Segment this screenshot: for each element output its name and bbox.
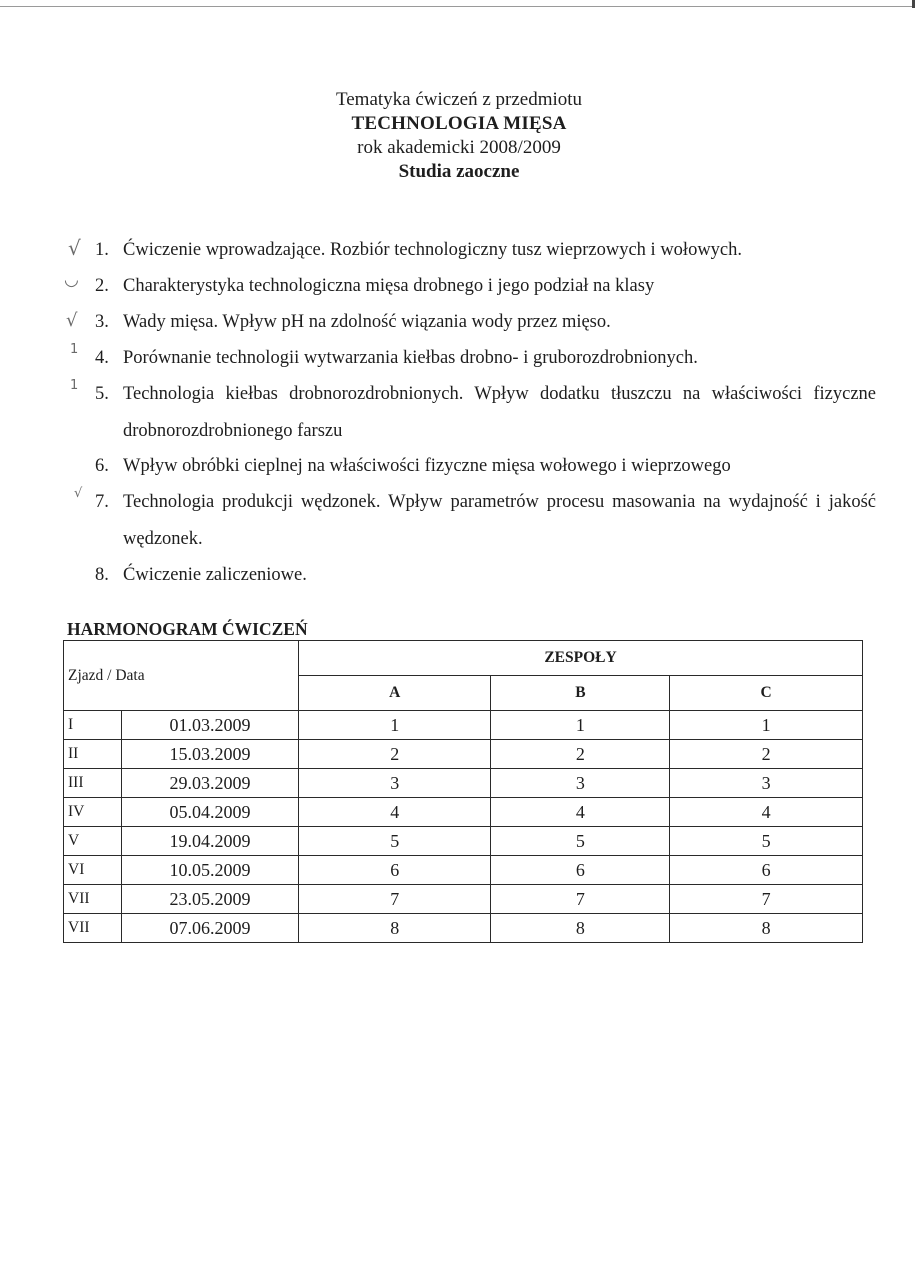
zjazd-cell: I — [64, 711, 122, 740]
group-c-cell: 3 — [670, 769, 863, 798]
schedule-title: HARMONOGRAM ĆWICZEŃ — [67, 619, 308, 639]
topic-text: Ćwiczenie zaliczeniowe. — [123, 565, 307, 585]
group-c-cell: 6 — [670, 856, 863, 885]
zjazd-cell: VII — [64, 914, 122, 943]
group-b-cell: 4 — [491, 798, 670, 827]
zjazd-cell: VII — [64, 885, 122, 914]
column-header-a: A — [299, 676, 491, 711]
header-intro: Tematyka ćwiczeń z przedmiotu — [335, 89, 583, 110]
group-b-cell: 1 — [491, 711, 670, 740]
table-row — [64, 914, 863, 943]
date-cell: 29.03.2009 — [122, 769, 299, 798]
group-b-cell: 6 — [491, 856, 670, 885]
date-cell: 07.06.2009 — [122, 914, 299, 943]
group-a-cell: 2 — [299, 740, 491, 769]
group-c-cell: 5 — [670, 827, 863, 856]
table-row — [64, 711, 863, 740]
group-c-cell: 1 — [670, 711, 863, 740]
topic-number: 2. — [95, 276, 109, 296]
handwritten-mark: 1 — [70, 342, 79, 357]
group-a-cell: 6 — [299, 856, 491, 885]
topic-text: Technologia kiełbas drobnorozdrobnionych. Wpływ dodatku tłuszczu na właściwości fizyczne drobnorozdrobnionego farszu — [123, 384, 876, 441]
topic-number: 6. — [95, 456, 109, 476]
table-row — [64, 856, 863, 885]
table-row — [64, 885, 863, 914]
topic-text: Technologia produkcji wędzonek. Wpływ parametrów procesu masowania na wydajność i jakość wędzonek. — [123, 492, 876, 549]
topic-number: 7. — [95, 492, 109, 512]
topic-text: Porównanie technologii wytwarzania kiełbas drobno- i gruborozdrobnionych. — [123, 348, 698, 368]
topic-text: Charakterystyka technologiczna mięsa drobnego i jego podział na klasy — [123, 276, 655, 296]
row-header: Zjazd / Data — [64, 641, 299, 711]
study-mode: Studia zaoczne — [398, 161, 520, 182]
handwritten-check-mark: √ — [68, 236, 81, 260]
date-cell: 23.05.2009 — [122, 885, 299, 914]
group-b-cell: 7 — [491, 885, 670, 914]
topic-number: 3. — [95, 312, 109, 332]
group-a-cell: 8 — [299, 914, 491, 943]
zjazd-cell: VI — [64, 856, 122, 885]
topic-text: Ćwiczenie wprowadzające. Rozbiór technologiczny tusz wieprzowych i wołowych. — [123, 240, 743, 260]
handwritten-check-mark: √ — [74, 486, 83, 501]
table-row — [64, 740, 863, 769]
group-a-cell: 3 — [299, 769, 491, 798]
zjazd-cell: IV — [64, 798, 122, 827]
handwritten-check-mark: ◡ — [64, 270, 79, 290]
scan-border-edge — [912, 0, 915, 8]
group-c-cell: 2 — [670, 740, 863, 769]
date-cell: 10.05.2009 — [122, 856, 299, 885]
handwritten-mark: 1 — [70, 378, 79, 393]
group-b-cell: 8 — [491, 914, 670, 943]
group-c-cell: 4 — [670, 798, 863, 827]
topic-text: Wpływ obróbki cieplnej na właściwości fizyczne mięsa wołowego i wieprzowego — [123, 456, 731, 476]
scan-border-line — [0, 6, 912, 7]
group-a-cell: 5 — [299, 827, 491, 856]
date-cell: 05.04.2009 — [122, 798, 299, 827]
schedule-table — [63, 640, 863, 943]
group-c-cell: 8 — [670, 914, 863, 943]
column-header-c: C — [670, 676, 863, 711]
group-b-cell: 3 — [491, 769, 670, 798]
document-header — [0, 88, 918, 184]
topic-number: 1. — [95, 240, 109, 260]
group-c-cell: 7 — [670, 885, 863, 914]
date-cell: 19.04.2009 — [122, 827, 299, 856]
academic-year: rok akademicki 2008/2009 — [357, 137, 561, 158]
group-a-cell: 7 — [299, 885, 491, 914]
group-a-cell: 1 — [299, 711, 491, 740]
date-cell: 15.03.2009 — [122, 740, 299, 769]
group-a-cell: 4 — [299, 798, 491, 827]
zjazd-cell: V — [64, 827, 122, 856]
topic-number: 8. — [95, 565, 109, 585]
table-row — [64, 798, 863, 827]
topic-text: Wady mięsa. Wpływ pH na zdolność wiązania wody przez mięso. — [123, 312, 611, 332]
table-row — [64, 769, 863, 798]
table-row — [64, 827, 863, 856]
column-header-b: B — [491, 676, 670, 711]
zjazd-cell: III — [64, 769, 122, 798]
subject-title: TECHNOLOGIA MIĘSA — [351, 113, 567, 134]
topic-number: 4. — [95, 348, 109, 368]
group-b-cell: 5 — [491, 827, 670, 856]
zjazd-cell: II — [64, 740, 122, 769]
handwritten-check-mark: √ — [66, 310, 78, 331]
group-header: ZESPOŁY — [299, 641, 863, 676]
date-cell: 01.03.2009 — [122, 711, 299, 740]
topic-number: 5. — [95, 384, 109, 404]
group-b-cell: 2 — [491, 740, 670, 769]
